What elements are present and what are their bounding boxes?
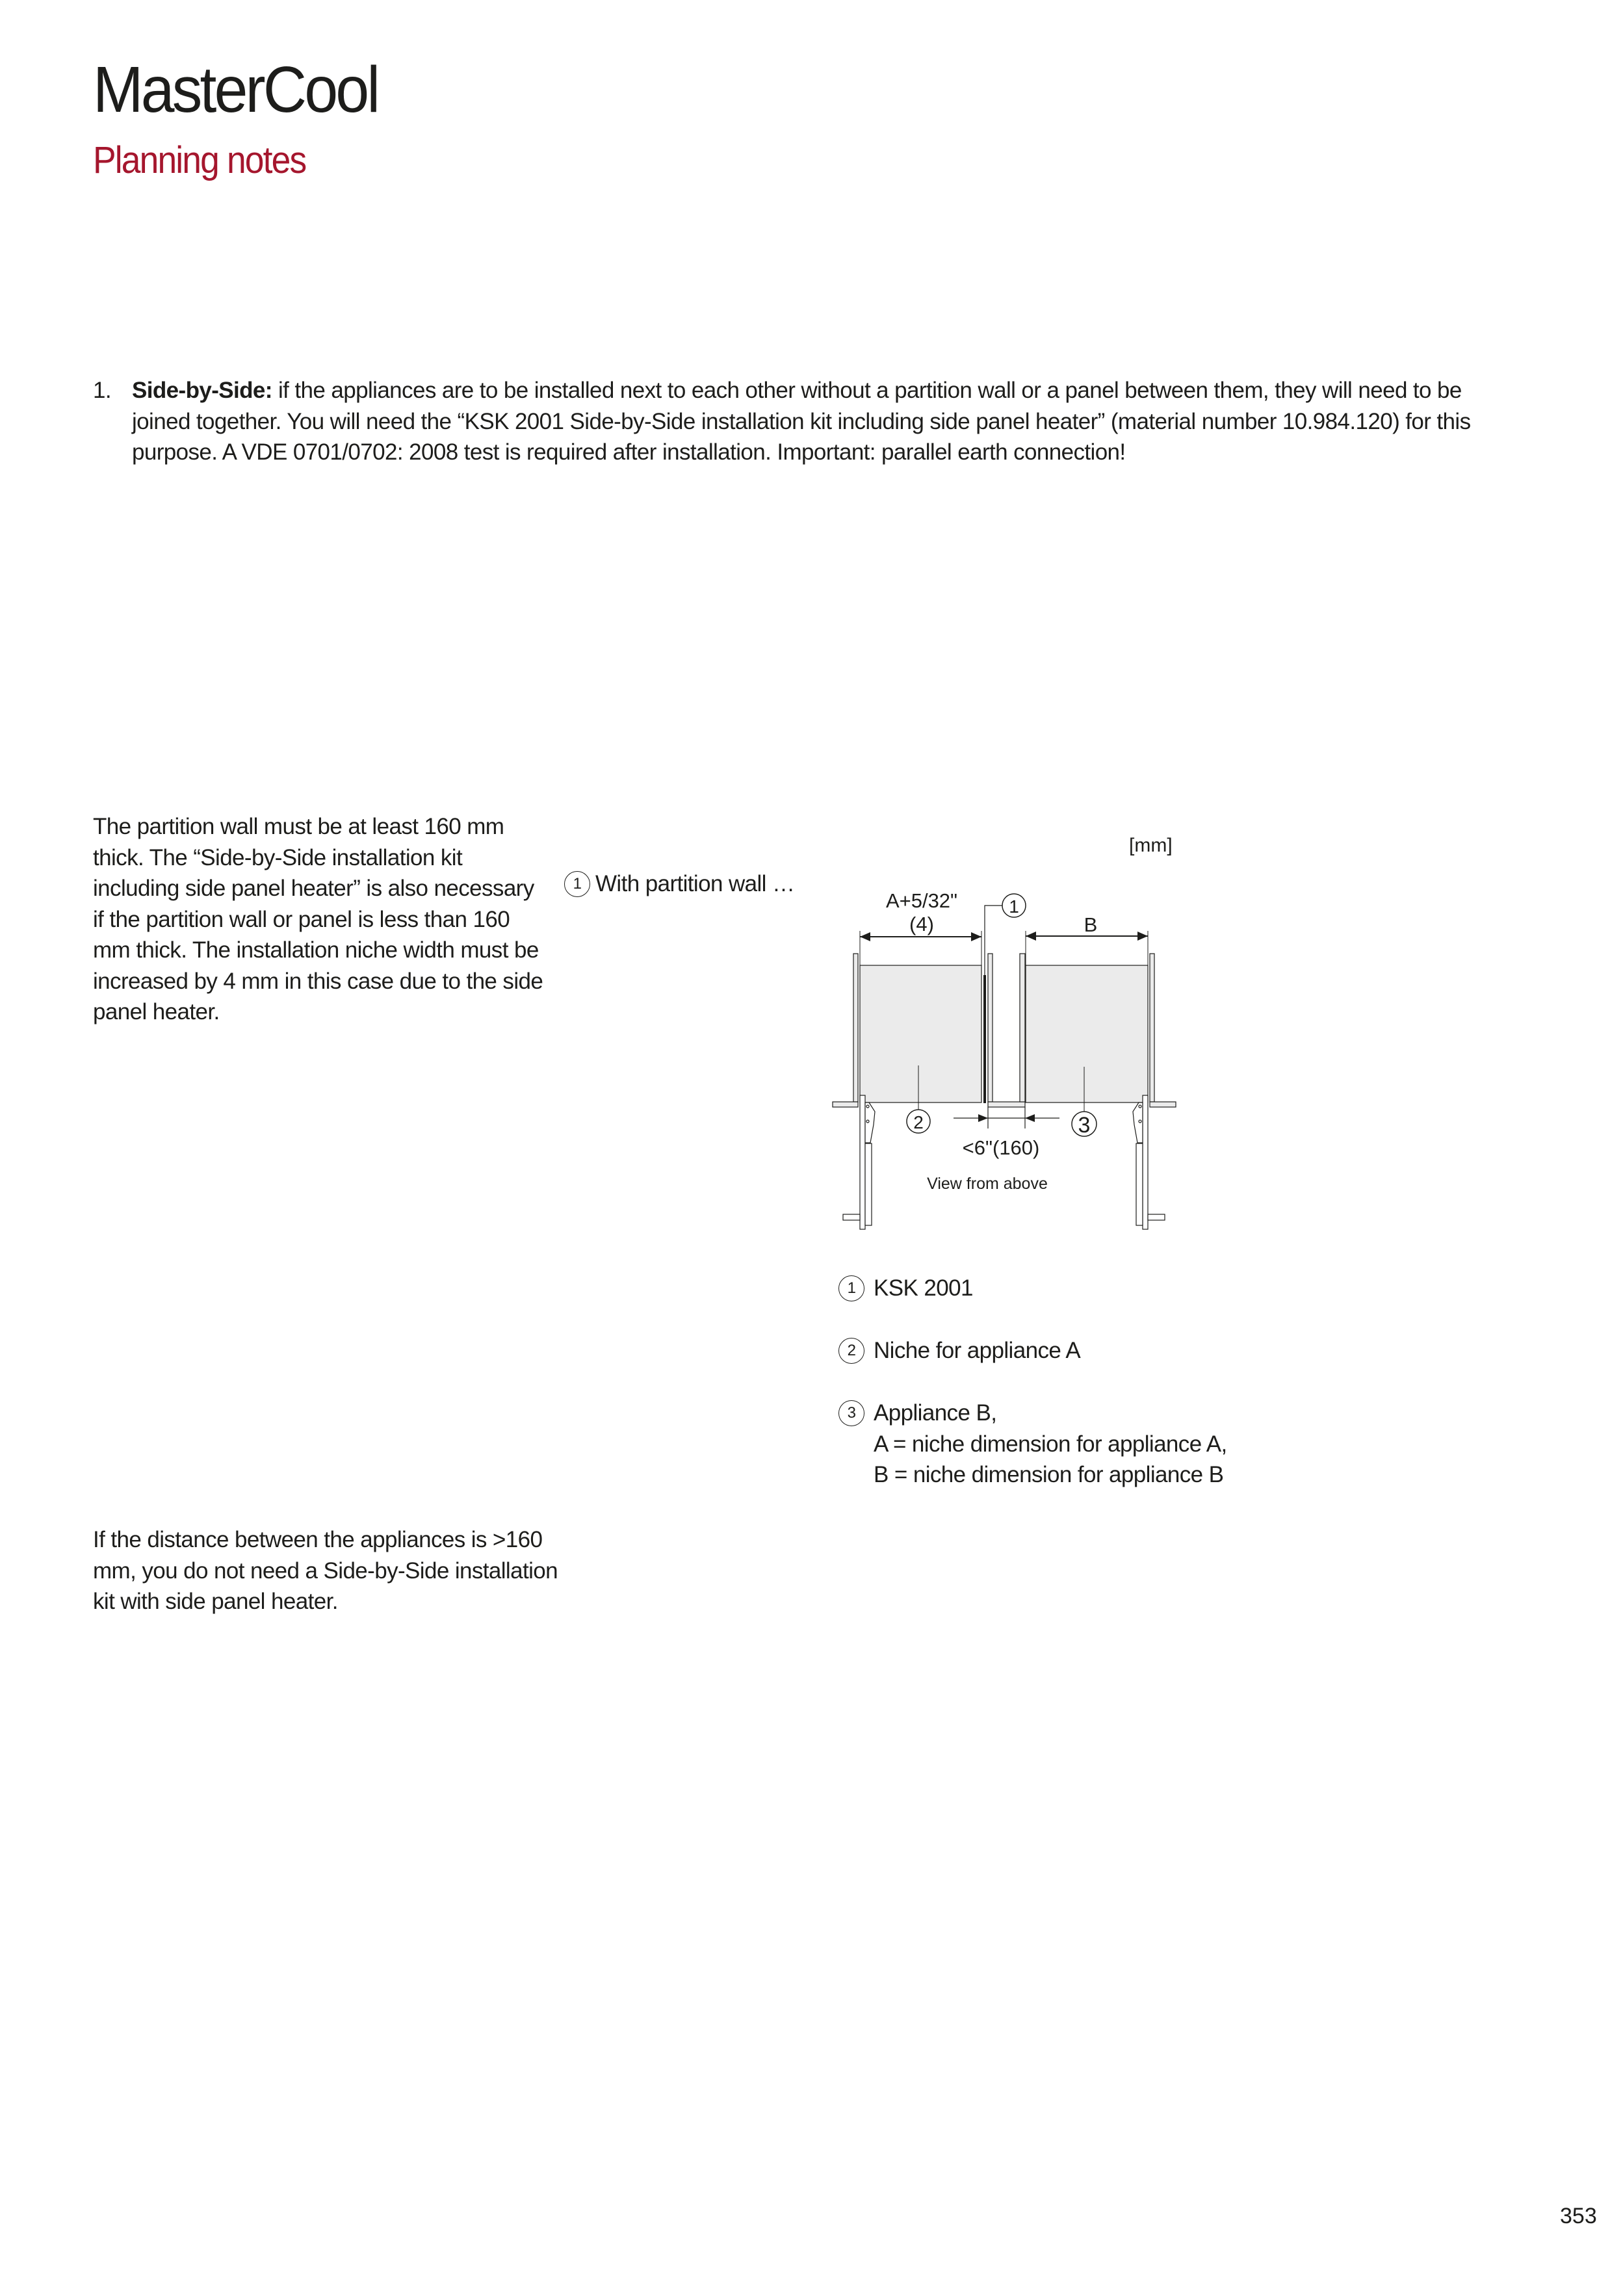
- niche-structure: [833, 954, 1176, 1107]
- partition-wall-note: The partition wall must be at least 160 mm thick. The “Side-by-Side installation kit including side panel heater” is also necessary if the partition wall or panel is less than 160 mm thick. The installation niche width must be increased by 4 mm in this case due to the side panel heater.: [93, 814, 543, 1024]
- gap-dimension-label: <6"(160): [962, 1136, 1040, 1159]
- paragraph-body: if the appliances are to be installed next to each other without a partition wall or a panel between them, they will need to be joined together. You will need the “KSK 2001 Side-by-Side installation kit including side panel heater” (material number 10.984.120) for this purpose. A VDE 0701/0702: 2008 test is required after installation. Important: parallel earth connection!: [132, 378, 1471, 465]
- gap-dimension-arrow: [954, 1107, 1059, 1128]
- left-side-post: [853, 954, 858, 1102]
- number-circle-icon: 1: [564, 871, 590, 897]
- page-number: 353: [1560, 2204, 1597, 2228]
- callout-2-number: 2: [913, 1112, 924, 1132]
- figure-caption-text: With partition wall …: [595, 871, 795, 896]
- dimension-a-arrow: [860, 931, 981, 965]
- right-side-post: [1150, 954, 1154, 1102]
- legend-text: KSK 2001: [874, 1275, 973, 1301]
- legend-text: Appliance B,: [874, 1400, 997, 1426]
- distance-note: If the distance between the appliances is >160 mm, you do not need a Side-by-Side installation kit with side panel heater.: [93, 1527, 558, 1614]
- number-circle-icon: 3: [838, 1400, 864, 1426]
- dimension-a-sublabel: (4): [909, 913, 934, 935]
- legend-text: B = niche dimension for appliance B: [874, 1462, 1224, 1487]
- partition-post-right: [1020, 954, 1025, 1102]
- gap-floor: [988, 1102, 1025, 1107]
- view-label: View from above: [927, 1175, 1048, 1193]
- callout-3: [1072, 1112, 1097, 1138]
- legend-item-1: [838, 1273, 973, 1304]
- left-floor-flange: [833, 1102, 858, 1107]
- legend-item-3: [838, 1398, 1227, 1491]
- number-circle-icon: 2: [838, 1338, 864, 1364]
- appliance-a-niche: [860, 965, 981, 1102]
- appliance-b-niche: [1026, 965, 1148, 1102]
- list-number: 1.: [93, 378, 111, 403]
- dimension-b-arrow: [1026, 931, 1148, 965]
- paragraph-lead: Side-by-Side:: [132, 378, 272, 403]
- callout-2: [907, 1110, 930, 1133]
- legend-text: Niche for appliance A: [874, 1338, 1081, 1363]
- dimension-b-label: B: [1084, 913, 1098, 936]
- right-floor-flange: [1150, 1102, 1176, 1107]
- dimension-a-label: A+5/32": [885, 889, 958, 912]
- number-circle-icon: 1: [838, 1275, 864, 1301]
- side-panel-heater: [983, 975, 986, 1103]
- partition-post-left: [988, 954, 993, 1102]
- unit-label: [mm]: [1129, 835, 1173, 856]
- legend-item-2: [838, 1335, 1080, 1366]
- legend-text: A = niche dimension for appliance A,: [874, 1431, 1227, 1457]
- right-door-hinge: [1133, 1095, 1165, 1229]
- callout-3-number: 3: [1078, 1113, 1091, 1138]
- callout-1-number: 1: [1009, 896, 1019, 917]
- document-title: MasterCool: [93, 53, 378, 126]
- left-door-hinge: [843, 1095, 875, 1229]
- section-subtitle: Planning notes: [93, 139, 306, 181]
